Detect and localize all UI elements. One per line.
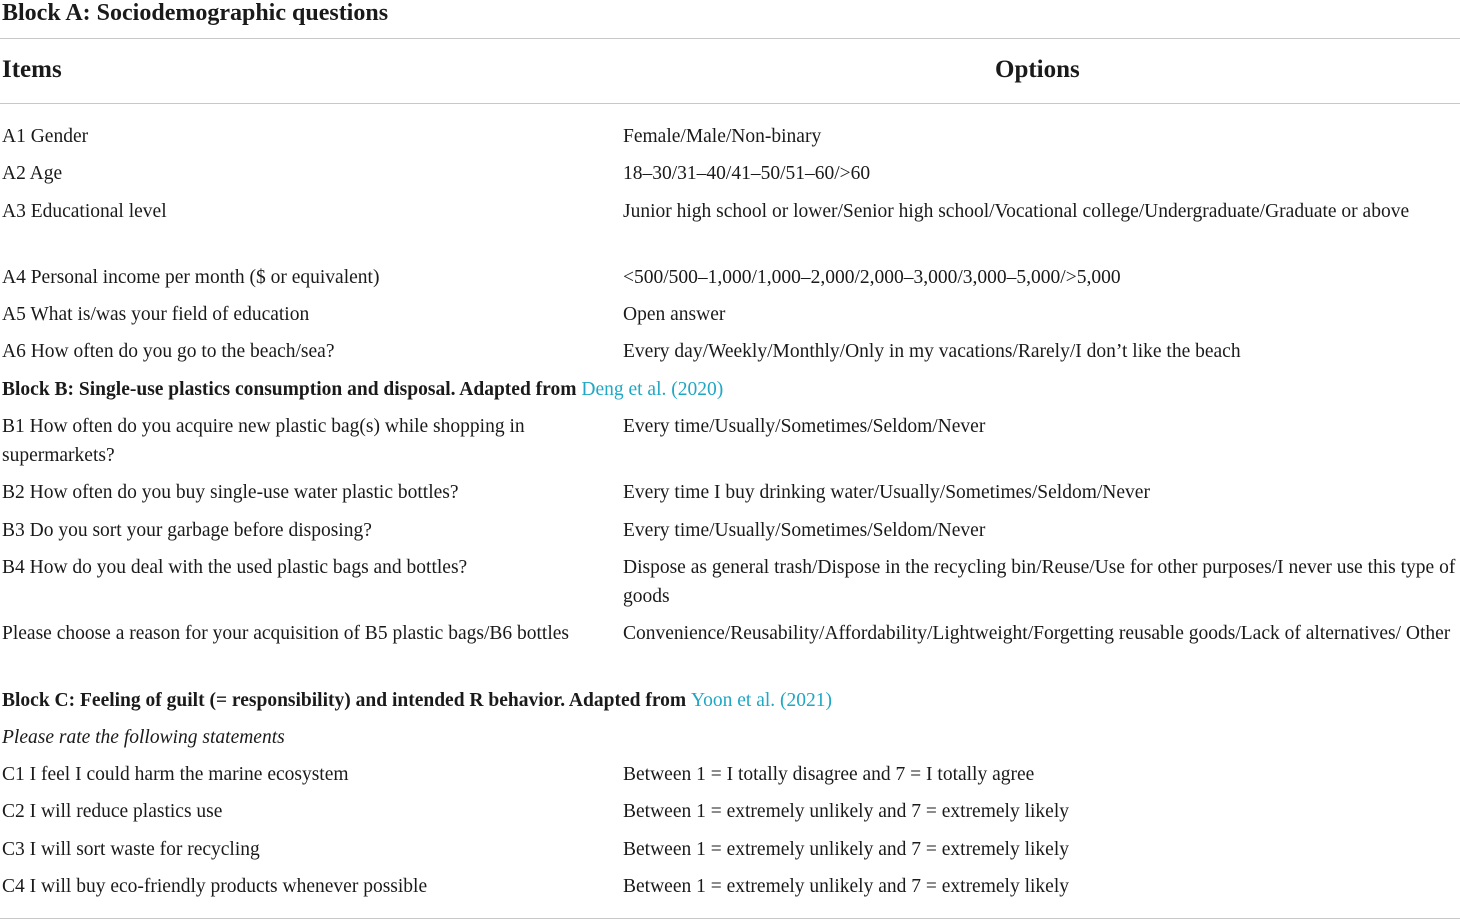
block-a-title: Block A: Sociodemographic questions (2, 0, 389, 26)
top-rule (0, 38, 1460, 39)
item-cell: B1 How often do you acquire new plastic bag(s) while shopping in supermarkets? (2, 416, 525, 467)
option-cell: Between 1 = I totally disagree and 7 = I totally agree (623, 764, 1035, 786)
item-cell: B2 How often do you buy single-use water plastic bottles? (2, 482, 459, 504)
option-cell: Between 1 = extremely unlikely and 7 = extremely likely (623, 801, 1069, 823)
bottom-rule (0, 918, 1460, 919)
block-c-title: Block C: Feeling of guilt (= responsibility) and intended R behavior. Adapted from (2, 689, 687, 711)
block-b-heading (0, 371, 1460, 408)
item-cell: Please choose a reason for your acquisition of B5 plastic bags/B6 bottles (2, 623, 570, 645)
item-cell: A1 Gender (2, 126, 89, 147)
item-cell: B4 How do you deal with the used plastic bags and bottles? (2, 556, 468, 578)
item-cell: A6 How often do you go to the beach/sea? (2, 341, 335, 363)
block-c-instruction (0, 719, 1460, 756)
table-row (0, 831, 1460, 868)
header-rule (0, 103, 1460, 104)
table-row (0, 549, 1460, 615)
option-cell: Junior high school or lower/Senior high school/Vocational college/Undergraduate/Graduate or above (623, 200, 1410, 222)
column-header-items: Items (2, 56, 62, 83)
item-cell: B3 Do you sort your garbage before disposing? (2, 519, 372, 541)
table-row (0, 296, 1460, 333)
item-cell: C2 I will reduce plastics use (2, 801, 223, 823)
item-cell: C1 I feel I could harm the marine ecosystem (2, 764, 349, 786)
option-cell: Every time/Usually/Sometimes/Seldom/Never (623, 416, 986, 438)
table-row (0, 793, 1460, 830)
table-row (0, 408, 1460, 474)
instruction-text: Please rate the following statements (2, 726, 285, 748)
item-cell: A4 Personal income per month ($ or equivalent) (2, 266, 380, 288)
table-row (0, 512, 1460, 549)
option-cell: Every time/Usually/Sometimes/Seldom/Never (623, 519, 986, 541)
item-cell: A5 What is/was your field of education (2, 304, 310, 326)
table-row (0, 474, 1460, 511)
option-cell: Female/Male/Non-binary (623, 126, 822, 147)
item-cell: A2 Age (2, 163, 63, 185)
table-row (0, 756, 1460, 793)
option-cell: Between 1 = extremely unlikely and 7 = extremely likely (623, 838, 1069, 860)
block-b-title: Block B: Single-use plastics consumption and disposal. Adapted from (2, 378, 577, 400)
table-row (0, 259, 1460, 296)
table-row (0, 118, 1460, 155)
option-cell: Dispose as general trash/Dispose in the recycling bin/Reuse/Use for other purposes/I never use this type of goods (623, 556, 1456, 607)
block-b-title-wrap (2, 375, 723, 404)
block-c-title-wrap (2, 686, 832, 715)
block-c-heading (0, 682, 1460, 719)
option-cell: <500/500–1,000/1,000–2,000/2,000–3,000/3,000–5,000/>5,000 (623, 266, 1121, 288)
block-c-reference-link[interactable]: Yoon et al. (2021) (690, 689, 832, 711)
item-cell: C4 I will buy eco-friendly products whenever possible (2, 876, 428, 898)
block-b-reference-link[interactable]: Deng et al. (2020) (581, 378, 724, 400)
table-row (0, 193, 1460, 259)
option-cell: Every time I buy drinking water/Usually/Sometimes/Seldom/Never (623, 482, 1150, 504)
option-cell: 18–30/31–40/41–50/51–60/>60 (623, 163, 871, 185)
table-row (0, 868, 1460, 905)
option-cell: Every day/Weekly/Monthly/Only in my vacations/Rarely/I don’t like the beach (623, 341, 1241, 363)
table-body (0, 118, 1460, 905)
option-cell: Between 1 = extremely unlikely and 7 = extremely likely (623, 876, 1069, 898)
item-cell: A3 Educational level (2, 200, 167, 222)
item-cell: C3 I will sort waste for recycling (2, 838, 260, 860)
table-row (0, 155, 1460, 192)
table-row (0, 333, 1460, 370)
table-row (0, 615, 1460, 681)
option-cell: Open answer (623, 304, 726, 326)
option-cell: Convenience/Reusability/Affordability/Lightweight/Forgetting reusable goods/Lack of alternatives/ Other (623, 623, 1451, 645)
column-header-options: Options (995, 56, 1080, 83)
